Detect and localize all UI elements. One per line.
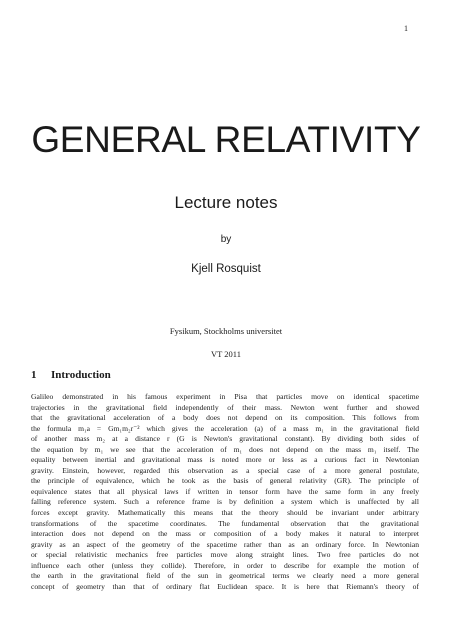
body-line: forces except gravity. Mathematically this means that the theory should be invariant under arbitrary xyxy=(31,508,419,518)
body-line: influence each other (unless they collide). Therefore, in order to describe for example the motion of xyxy=(31,560,419,570)
affiliation: Fysikum, Stockholms universitet xyxy=(169,326,283,336)
author-name: Kjell Rosquist xyxy=(191,263,261,275)
body-line: the principle of equivalence, which he took as the basis of general relativity (GR). The principle of xyxy=(31,476,419,486)
page-number: 1 xyxy=(404,24,408,33)
body-text xyxy=(31,392,419,592)
body-line: Galileo demonstrated in his famous experiment in Pisa that particles move on identical spacetime xyxy=(31,392,419,401)
body-line: of another mass m₂ at a distance r (G is Newton's gravitational constant). By dividing both sides of xyxy=(31,434,419,444)
section-heading xyxy=(31,369,111,381)
body-line: that the gravitational acceleration of a body does not depend on its composition. This follows from xyxy=(31,413,419,423)
body-line: transformations of the spacetime coordinates. The fundamental observation that the gravitational xyxy=(31,518,419,528)
section-title: Introduction xyxy=(51,369,111,381)
body-line: trajectories in the gravitational field independently of their mass. Newton went further and showed xyxy=(31,402,419,412)
body-line: the formula m₁a = Gm₁m₂r⁻² which gives the acceleration (a) of a mass m₁ in the gravitational field xyxy=(31,423,419,433)
body-line: gravity. Einstein, however, regarded this observation as a special case of a more general postulate, xyxy=(31,465,419,475)
body-line: equivalence states that all physical laws if written in tensor form have the same form in any freely xyxy=(31,486,419,496)
body-line: the earth in the gravitational field of the sun in geometrical terms we clearly need a more general xyxy=(31,571,419,581)
body-line: the equation by m₁ we see that the acceleration of m₁ does not depend on the mass m₁ itself. The xyxy=(31,444,419,454)
byline-word: by xyxy=(220,234,232,245)
document-title: GENERAL RELATIVITY xyxy=(31,118,421,160)
date: VT 2011 xyxy=(211,349,241,359)
document-subtitle: Lecture notes xyxy=(174,193,278,212)
body-line: concept of geometry than that of ordinary flat Euclidean space. It is here that Riemann's theory of xyxy=(31,581,419,591)
body-line: falling reference system. Such a reference frame is by definition a system which is unaffected by all xyxy=(31,497,419,507)
body-line: interaction does not depend on the mass or composition of a body makes it natural to interpret xyxy=(31,529,419,539)
section-number: 1 xyxy=(31,369,37,381)
body-line: equality between inertial and gravitational mass is noted more or less as a curious fact in Newtonian xyxy=(31,455,419,465)
body-line: gravity as an aspect of the geometry of the spacetime rather than as an ordinary force. In Newtonian xyxy=(31,539,419,549)
body-line: or special relativistic mechanics free particles move along straight lines. Two free particles do not xyxy=(31,550,419,560)
